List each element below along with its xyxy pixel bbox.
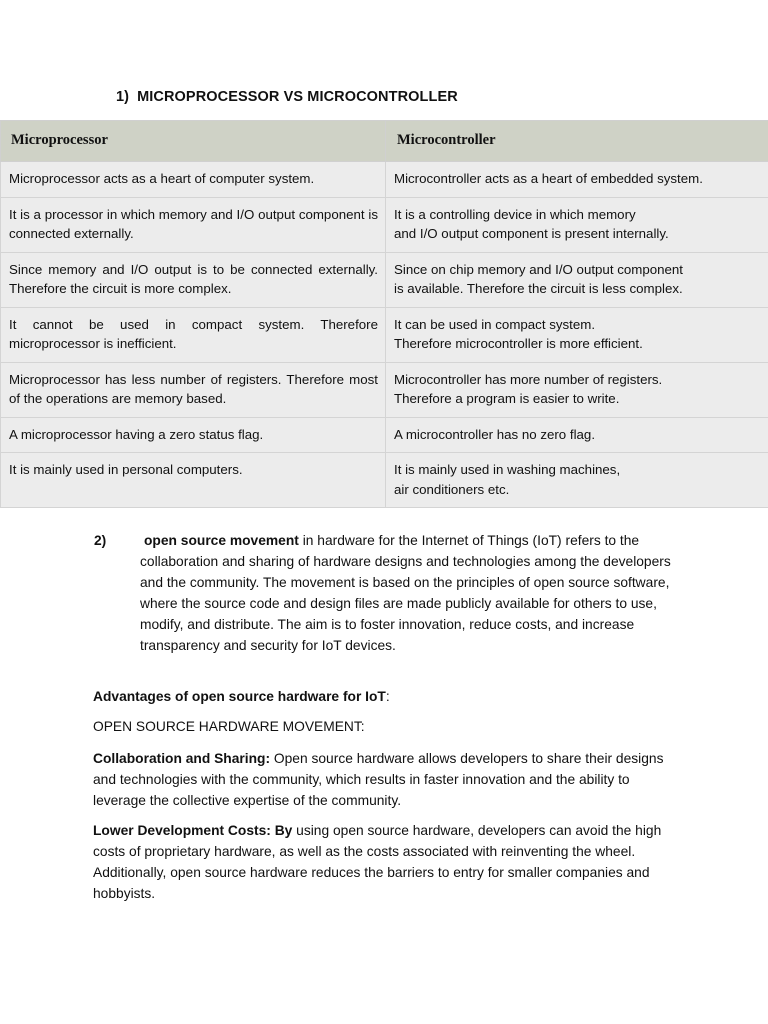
point-collaboration xyxy=(93,748,683,811)
table-row xyxy=(1,453,768,508)
cell-microprocessor: Microprocessor acts as a heart of computer system. xyxy=(1,162,386,198)
point-text: using open source hardware, developers can avoid the high costs of proprietary hardware, as well as the costs associated with reinventing the wheel. Additionally, open source hardware reduces the barriers to entry for smaller companies and hobbyists. xyxy=(93,823,662,901)
cell-line: Therefore microcontroller is more efficient. xyxy=(394,336,643,351)
table-header-row xyxy=(1,121,768,162)
table-row xyxy=(1,362,768,417)
cell-line: Microcontroller has more number of registers. xyxy=(394,371,663,387)
cell-microcontroller xyxy=(386,362,768,417)
cell-line: air conditioners etc. xyxy=(394,481,510,497)
cell-microcontroller xyxy=(386,453,768,508)
cell-line: Microcontroller acts as a heart of embedded system. xyxy=(394,171,703,186)
table-row xyxy=(1,162,768,198)
cell-microcontroller xyxy=(386,307,768,362)
comparison-table xyxy=(0,120,768,508)
header-microprocessor: Microprocessor xyxy=(1,121,386,162)
point-text: Open source hardware allows developers to share their designs and technologies with the community, which results in faster innovation and the ability to leverage the collective expertise of the community. xyxy=(93,751,664,808)
cell-line: Since on chip memory and I/O output component xyxy=(394,261,683,277)
cell-microprocessor: It is mainly used in personal computers. xyxy=(1,453,386,508)
cell-line: is available. Therefore the circuit is less complex. xyxy=(394,281,683,296)
cell-line: It can be used in compact system. xyxy=(394,316,596,332)
table-row xyxy=(1,417,768,453)
section-2-body xyxy=(94,530,677,656)
table-row xyxy=(1,307,768,362)
cell-microprocessor: It is a processor in which memory and I/O output component is connected externally. xyxy=(1,197,386,252)
advantages-heading xyxy=(93,686,683,707)
advantages-heading-colon: : xyxy=(385,689,390,704)
table-row xyxy=(1,252,768,307)
movement-heading: OPEN SOURCE HARDWARE MOVEMENT: xyxy=(93,719,365,734)
point-lower-costs xyxy=(93,820,683,904)
cell-line: Therefore a program is easier to write. xyxy=(394,391,620,406)
section-2-number: 2) xyxy=(94,533,107,548)
cell-line: and I/O output component is present internally. xyxy=(394,226,669,241)
section-1-title: MICROPROCESSOR VS MICROCONTROLLER xyxy=(137,89,458,105)
cell-microprocessor: It cannot be used in compact system. Therefore microprocessor is inefficient. xyxy=(1,307,386,362)
cell-line: A microcontroller has no zero flag. xyxy=(394,426,596,442)
cell-line: It is mainly used in washing machines, xyxy=(394,462,621,477)
point-label: Collaboration and Sharing: xyxy=(93,751,271,766)
table-row xyxy=(1,197,768,252)
section-2-paragraph xyxy=(94,530,677,656)
section-2-text: in hardware for the Internet of Things (IoT) refers to the collaboration and sharing of hardware designs and technologies among the developers and the community. The movement is based on the principles of open source software, where the source code and design files are made publicly available for others to use, modify, and distribute. The aim is to foster innovation, reduce costs, and increase transparency and security for IoT devices. xyxy=(140,533,671,653)
section-1-heading xyxy=(116,89,458,105)
advantages-heading-text: Advantages of open source hardware for IoT xyxy=(93,689,386,704)
cell-microprocessor: Since memory and I/O output is to be connected externally. Therefore the circuit is more complex. xyxy=(1,252,386,307)
cell-microcontroller xyxy=(386,162,768,198)
cell-microcontroller xyxy=(386,252,768,307)
section-2-lead: open source movement xyxy=(144,533,299,548)
cell-microprocessor: Microprocessor has less number of registers. Therefore most of the operations are memory based. xyxy=(1,362,386,417)
cell-microcontroller xyxy=(386,417,768,453)
cell-microcontroller xyxy=(386,197,768,252)
header-microcontroller: Microcontroller xyxy=(386,121,768,162)
point-label: Lower Development Costs: By xyxy=(93,823,293,838)
section-1-number: 1) xyxy=(116,89,130,105)
cell-line: It is a controlling device in which memory xyxy=(394,206,636,222)
cell-microprocessor: A microprocessor having a zero status flag. xyxy=(1,417,386,453)
